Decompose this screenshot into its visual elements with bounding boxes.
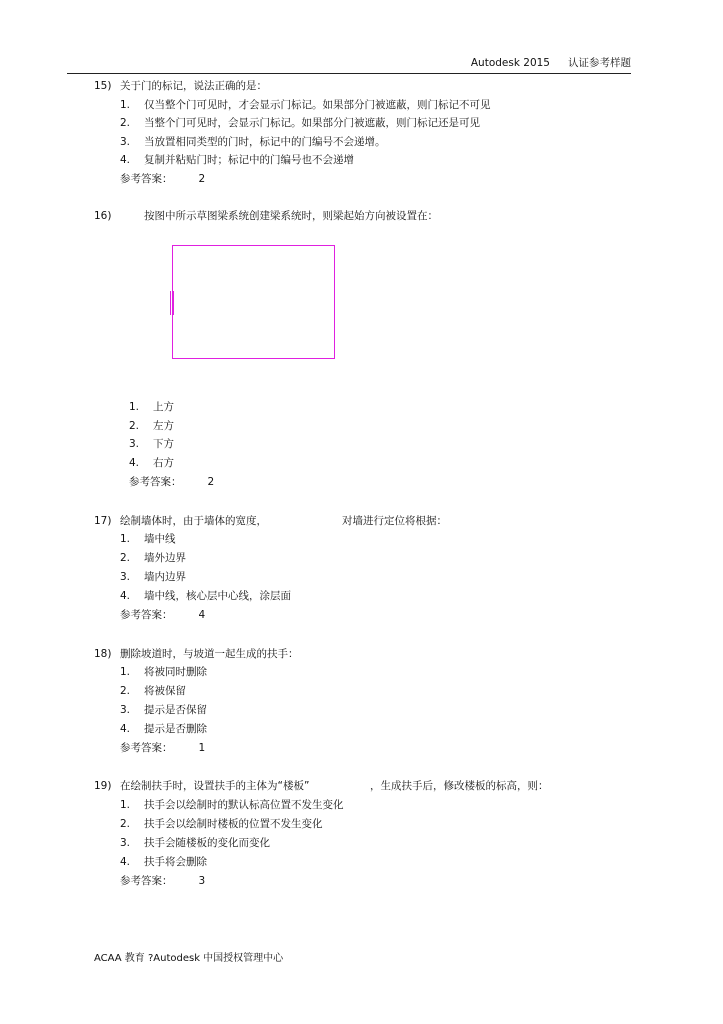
- option-number: 2.: [120, 117, 131, 129]
- question-number: 19): [94, 780, 112, 792]
- option-number: 4.: [120, 723, 131, 735]
- question-16-title: [94, 209, 438, 223]
- question-17-option-4: [120, 589, 291, 603]
- option-number: 4.: [120, 590, 131, 602]
- question-number: 16): [94, 210, 112, 222]
- question-15-answer: [120, 172, 205, 186]
- question-text: 删除坡道时，与坡道一起生成的扶手：: [120, 648, 299, 660]
- option-number: 1.: [120, 533, 131, 545]
- beam-system-sketch: [172, 245, 335, 359]
- option-text: 扶手会以绘制时楼板的位置不发生变化: [144, 818, 323, 830]
- question-text-part-a: 绘制墙体时，由于墙体的宽度，: [120, 515, 267, 527]
- answer-value: 4: [198, 609, 206, 621]
- question-17-title-continued: [342, 514, 447, 528]
- option-text: 仅当整个门可见时，才会显示门标记。如果部分门被遮蔽，则门标记不可见: [144, 99, 491, 111]
- question-number: 15): [94, 80, 112, 92]
- option-text: 右方: [153, 457, 174, 469]
- option-number: 2.: [120, 818, 131, 830]
- question-15-option-2: [120, 116, 480, 130]
- question-15-option-4: [120, 153, 354, 167]
- answer-label: 参考答案：: [129, 476, 182, 488]
- option-text: 扶手会随楼板的变化而变化: [144, 837, 270, 849]
- header-product: Autodesk 2015: [470, 57, 550, 69]
- option-number: 3.: [120, 571, 131, 583]
- question-18-answer: [120, 741, 205, 755]
- option-number: 1.: [120, 666, 131, 678]
- option-number: 2.: [129, 420, 140, 432]
- option-text: 左方: [153, 420, 174, 432]
- option-text: 提示是否保留: [144, 704, 207, 716]
- question-19-title: [94, 779, 309, 793]
- question-16-option-1: [129, 400, 174, 414]
- question-18-option-3: [120, 703, 207, 717]
- option-number: 2.: [120, 685, 131, 697]
- answer-label: 参考答案：: [120, 609, 173, 621]
- question-17-option-1: [120, 532, 176, 546]
- answer-value: 1: [198, 742, 206, 754]
- header-subtitle: 认证参考样题: [568, 57, 631, 69]
- question-17-option-2: [120, 551, 186, 565]
- question-number: 18): [94, 648, 112, 660]
- option-text: 墙外边界: [144, 552, 186, 564]
- option-number: 1.: [129, 401, 140, 413]
- option-number: 3.: [129, 438, 140, 450]
- question-15-option-1: [120, 98, 491, 112]
- option-text: 提示是否删除: [144, 723, 207, 735]
- option-number: 3.: [120, 837, 131, 849]
- question-15-title: [94, 79, 267, 93]
- answer-value: 3: [198, 875, 206, 887]
- option-number: 4.: [120, 154, 131, 166]
- option-number: 2.: [120, 552, 131, 564]
- question-18-option-4: [120, 722, 207, 736]
- question-15-option-3: [120, 135, 386, 149]
- question-text: 关于门的标记，说法正确的是：: [120, 80, 267, 92]
- question-17-title: [94, 514, 267, 528]
- question-text-part-a: 在绘制扶手时，设置扶手的主体为“楼板”: [120, 780, 310, 792]
- option-number: 3.: [120, 136, 131, 148]
- answer-label: 参考答案：: [120, 875, 173, 887]
- question-text: 按图中所示草图梁系统创建梁系统时，则梁起始方向被设置在：: [144, 210, 438, 222]
- question-19-option-2: [120, 817, 323, 831]
- question-number: 17): [94, 515, 112, 527]
- option-text: 将被保留: [144, 685, 186, 697]
- option-text: 将被同时删除: [144, 666, 207, 678]
- question-18-option-2: [120, 684, 186, 698]
- question-19-option-3: [120, 836, 270, 850]
- question-text-part-b: 对墙进行定位将根据：: [342, 515, 447, 527]
- option-number: 1.: [120, 799, 131, 811]
- option-text: 扶手会以绘制时的默认标高位置不发生变化: [144, 799, 344, 811]
- option-number: 4.: [129, 457, 140, 469]
- option-text: 上方: [153, 401, 174, 413]
- answer-label: 参考答案：: [120, 742, 173, 754]
- question-text-part-b: ，生成扶手后，修改楼板的标高，则：: [370, 780, 549, 792]
- header-rule: [67, 73, 631, 74]
- question-18-option-1: [120, 665, 207, 679]
- question-16-answer: [129, 475, 214, 489]
- question-19-answer: [120, 874, 205, 888]
- option-text: 复制并粘贴门时；标记中的门编号也不会递增: [144, 154, 354, 166]
- question-19-option-1: [120, 798, 344, 812]
- question-16-option-4: [129, 456, 174, 470]
- option-text: 墙中线，核心层中心线，涂层面: [144, 590, 291, 602]
- answer-value: 2: [198, 173, 206, 185]
- question-16-option-3: [129, 437, 174, 451]
- question-17-answer: [120, 608, 205, 622]
- question-17-option-3: [120, 570, 186, 584]
- option-text: 下方: [153, 438, 174, 450]
- page-header: [471, 56, 631, 70]
- page-footer: ACAA 教育 ?Autodesk 中国授权管理中心: [94, 953, 284, 964]
- option-text: 当整个门可见时，会显示门标记。如果部分门被遮蔽，则门标记还是可见: [144, 117, 480, 129]
- option-number: 4.: [120, 856, 131, 868]
- beam-direction-marker: [170, 291, 174, 315]
- option-number: 1.: [120, 99, 131, 111]
- answer-label: 参考答案：: [120, 173, 173, 185]
- option-text: 墙内边界: [144, 571, 186, 583]
- option-number: 3.: [120, 704, 131, 716]
- question-19-option-4: [120, 855, 207, 869]
- option-text: 当放置相同类型的门时，标记中的门编号不会递增。: [144, 136, 386, 148]
- option-text: 扶手将会删除: [144, 856, 207, 868]
- question-19-title-continued: [370, 779, 549, 793]
- question-18-title: [94, 647, 299, 661]
- question-16-option-2: [129, 419, 174, 433]
- option-text: 墙中线: [144, 533, 176, 545]
- answer-value: 2: [207, 476, 215, 488]
